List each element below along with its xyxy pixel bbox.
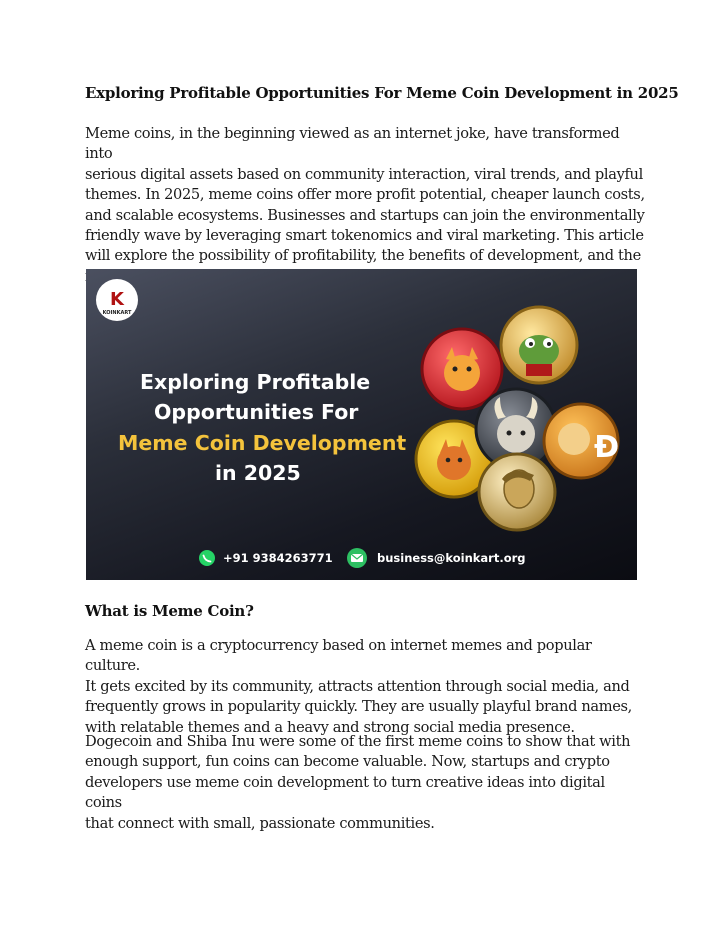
koinkart-logo bbox=[96, 279, 138, 321]
paragraph-line: enough support, fun coins can become valuable. Now, startups and crypto bbox=[85, 753, 610, 771]
banner-headline-line4: in 2025 bbox=[215, 461, 301, 485]
contact-email[interactable] bbox=[347, 548, 526, 568]
trump-coin-icon bbox=[479, 454, 555, 530]
svg-text:Ð: Ð bbox=[594, 430, 620, 465]
whatsapp-icon bbox=[199, 550, 215, 566]
intro-line: will explore the possibility of profitability, the benefits of development, and the bbox=[85, 247, 641, 265]
paragraph-line: that connect with small, passionate communities. bbox=[85, 814, 435, 832]
body-paragraph-2 bbox=[85, 732, 645, 834]
meme-coins-illustration bbox=[416, 307, 619, 530]
promo-banner-image bbox=[86, 269, 637, 580]
banner-artwork bbox=[86, 269, 637, 580]
pepe-coin-icon bbox=[501, 307, 577, 383]
paragraph-line: It gets excited by its community, attracts attention through social media, and bbox=[85, 677, 630, 695]
paragraph-line: Dogecoin and Shiba Inu were some of the first meme coins to show that with bbox=[85, 733, 631, 750]
intro-paragraph bbox=[85, 124, 645, 287]
contact-phone[interactable] bbox=[199, 550, 333, 566]
dogecoin-coin-icon bbox=[544, 404, 619, 478]
banner-headline-line2: Opportunities For bbox=[154, 400, 359, 424]
intro-line: friendly wave by leveraging smart tokenomics and viral marketing. This article bbox=[85, 227, 644, 245]
paragraph-line: with relatable themes and a heavy and strong social media presence. bbox=[85, 718, 575, 736]
paragraph-line: A meme coin is a cryptocurrency based on internet memes and popular culture. bbox=[85, 637, 592, 675]
logo-text: KOINKART bbox=[102, 310, 132, 316]
paragraph-line: frequently grows in popularity quickly. They are usually playful brand names, bbox=[85, 698, 632, 716]
contact-email-address: business@koinkart.org bbox=[377, 551, 526, 565]
intro-line: Meme coins, in the beginning viewed as an internet joke, have transformed into bbox=[85, 125, 620, 163]
intro-line: and scalable ecosystems. Businesses and startups can join the environmentally bbox=[85, 206, 645, 224]
document-title: Exploring Profitable Opportunities For Meme Coin Development in 2025 bbox=[85, 84, 679, 102]
section-heading: What is Meme Coin? bbox=[85, 602, 254, 620]
logo-mark: K bbox=[110, 289, 124, 310]
intro-line: serious digital assets based on community interaction, viral trends, and playful bbox=[85, 165, 643, 183]
banner-headline-line1: Exploring Profitable bbox=[140, 370, 371, 394]
body-paragraph-1 bbox=[85, 636, 645, 738]
contact-phone-number: +91 9384263771 bbox=[223, 551, 333, 565]
paragraph-line: developers use meme coin development to turn creative ideas into digital coins bbox=[85, 773, 605, 812]
intro-line: themes. In 2025, meme coins offer more profit potential, cheaper launch costs, bbox=[85, 186, 645, 204]
banner-headline-line3: Meme Coin Development bbox=[118, 431, 407, 455]
